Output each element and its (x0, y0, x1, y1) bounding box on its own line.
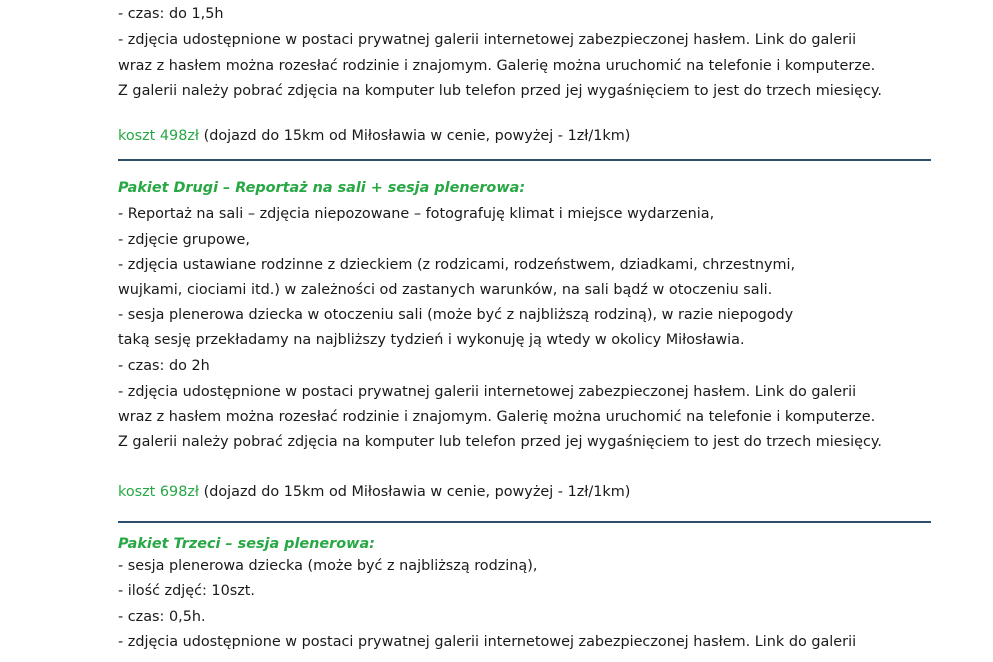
package-three-line: - ilość zdjęć: 10szt. (118, 583, 256, 599)
package-one-price-note: (dojazd do 15km od Miłosławia w cenie, powyżej - 1zł/1km) (199, 128, 631, 144)
package-two-line: wraz z hasłem można rozesłać rodzinie i znajomym. Galerię można uruchomić na telefonie i komputerze. (118, 409, 876, 425)
package-two-line: - zdjęcie grupowe, (118, 232, 250, 248)
package-two-price: koszt 698zł (118, 484, 200, 500)
package-one-gallery-line-1: - zdjęcia udostępnione w postaci prywatnej galerii internetowej zabezpieczonej hasłem. Link do galerii (118, 32, 857, 48)
package-two-line: - zdjęcia udostępnione w postaci prywatnej galerii internetowej zabezpieczonej hasłem. Link do galerii (118, 384, 857, 400)
package-two-line: - sesja plenerowa dziecka w otoczeniu sali (może być z najbliższą rodziną), w razie niepogody (118, 307, 794, 323)
package-one-gallery-line-3: Z galerii należy pobrać zdjęcia na komputer lub telefon przed jej wygaśnięciem to jest do trzech miesięcy. (118, 83, 882, 99)
package-one-gallery-line-2: wraz z hasłem można rozesłać rodzinie i znajomym. Galerię można uruchomić na telefonie i komputerze. (118, 58, 876, 74)
package-three-line: - sesja plenerowa dziecka (może być z najbliższą rodziną), (118, 558, 538, 574)
package-three-line: - zdjęcia udostępnione w postaci prywatnej galerii internetowej zabezpieczonej hasłem. Link do galerii (118, 634, 857, 650)
package-two-price-note: (dojazd do 15km od Miłosławia w cenie, powyżej - 1zł/1km) (199, 484, 631, 500)
package-two-line: wujkami, ciociami itd.) w zależności od zastanych warunków, na sali bądź w otoczeniu sali. (118, 282, 773, 298)
package-one-price-line (118, 127, 630, 145)
package-two-line: - Reportaż na sali – zdjęcia niepozowane – fotografuję klimat i miejsce wydarzenia, (118, 206, 715, 222)
section-divider (118, 521, 931, 523)
package-two-line: taką sesję przekładamy na najbliższy tydzień i wykonuję ją wtedy w okolicy Miłosławia. (118, 332, 745, 348)
package-one-price: koszt 498zł (118, 128, 200, 144)
package-two-heading: Pakiet Drugi – Reportaż na sali + sesja plenerowa: (118, 180, 526, 196)
section-divider (118, 159, 931, 161)
package-two-line: - czas: do 2h (118, 358, 210, 374)
package-two-price-line (118, 483, 630, 501)
package-three-line: - czas: 0,5h. (118, 609, 206, 625)
package-one-duration: - czas: do 1,5h (118, 6, 224, 22)
package-two-line: Z galerii należy pobrać zdjęcia na komputer lub telefon przed jej wygaśnięciem to jest do trzech miesięcy. (118, 434, 882, 450)
package-three-heading: Pakiet Trzeci – sesja plenerowa: (118, 536, 375, 552)
package-two-line: - zdjęcia ustawiane rodzinne z dzieckiem (z rodzicami, rodzeństwem, dziadkami, chrzestnymi, (118, 257, 796, 273)
